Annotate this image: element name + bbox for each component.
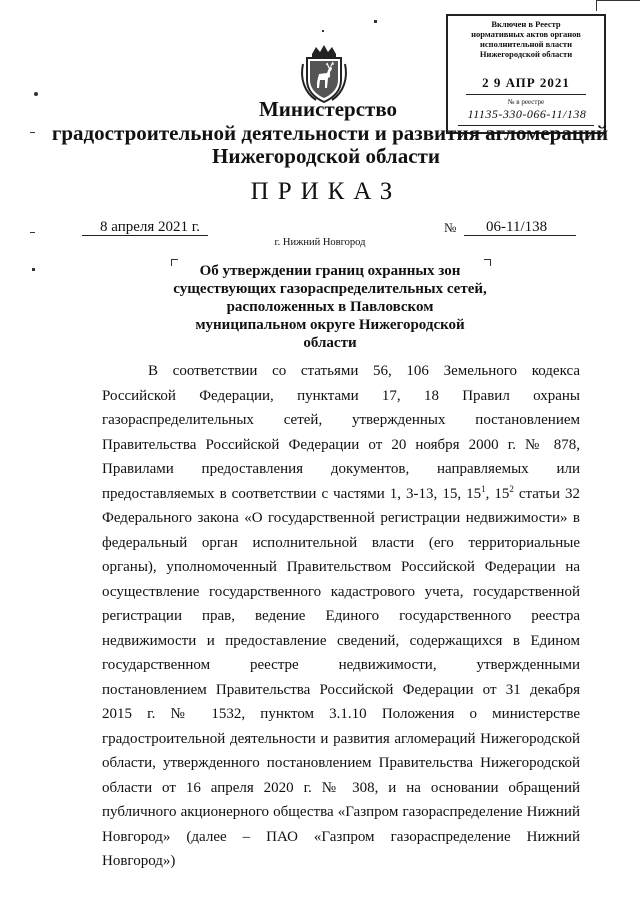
scan-mark xyxy=(32,268,35,271)
ministry-name-line: градостроительной деятельности и развития агломераций xyxy=(51,121,609,145)
superscript: 1 xyxy=(481,483,486,494)
order-number: 06-11/138 xyxy=(486,219,548,235)
stamp-line: нормативных актов органов xyxy=(471,29,581,39)
body-text-part: , 15 xyxy=(485,485,510,502)
stamp-date: 2 9 АПР 2021 xyxy=(482,75,570,90)
body-text-part: статьи 32 Федерального закона «О государственной регистрации недвижимости» в федеральный орган исполнительной власти (его территориальные органы), уполномоченный Правительством Российской Федерации на осуществление государственного кадастрового учета, государственной регистрации прав, ведение Единого государственного реестра недвижимости и предоставление сведений, содержащихся в Едином государственном реестре недвижимости, утвержденными постановлением Правительства Российской Федерации от 31 декабря 2015 г. № 1532, пунктом 3.1.10 Положения о министерстве градостроительной деятельности и развития агломераций Нижегородской области, утвержденного постановлением Правительства Нижегородской области от 16 апреля 2020 г. № 308, и на основании обращений публичного акционерного общества «Газпром газораспределение Нижний Новгород» (далее – ПАО «Газпром газораспределение Нижний Новгород») xyxy=(102,485,581,869)
order-number-label: № xyxy=(444,220,457,235)
body-paragraph xyxy=(102,359,580,874)
ministry-name-line: Министерство xyxy=(258,97,398,121)
stamp-line: Нижегородской области xyxy=(479,49,573,59)
scan-mark xyxy=(34,92,38,96)
stamp-registry-number: 11135-330-066-11/138 xyxy=(467,107,587,121)
ministry-name-line: Нижегородской области xyxy=(212,144,440,168)
city-label: г. Нижний Новгород xyxy=(274,237,366,248)
order-date: 8 апреля 2021 г. xyxy=(100,219,200,235)
title-line: расположенных в Павловском xyxy=(226,299,434,315)
scan-mark xyxy=(374,20,377,23)
coat-of-arms-icon xyxy=(298,44,350,104)
scan-mark xyxy=(322,30,324,32)
title-line: муниципальном округе Нижегородской xyxy=(195,317,465,333)
stamp-line: исполнительной власти xyxy=(480,39,572,49)
title-line: существующих газораспределительных сетей, xyxy=(173,281,487,297)
scan-mark xyxy=(30,132,35,133)
stamp-underline xyxy=(466,94,586,95)
body-text-part: В соответствии со статьями 56, 106 Земельного кодекса Российской Федерации, пунктами 17, 18 Правил охраны газораспределительных сетей, утвержденных постановлением Правительства Российской Федерации от 20 ноября 2000 г. № 878, Правилами предоставления документов, направляемых или предоставляемых в соответствии с частями 1, 3-13, 15, 15 xyxy=(102,363,580,502)
title-line: области xyxy=(303,335,357,351)
title-line: Об утверждении границ охранных зон xyxy=(199,263,461,279)
stamp-number-label: № в реестре xyxy=(507,98,545,106)
stamp-line: Включен в Реестр xyxy=(491,19,561,29)
order-subject-title xyxy=(170,262,490,352)
scan-mark xyxy=(30,232,35,233)
superscript: 2 xyxy=(509,483,514,494)
document-type-heading: ПРИКАЗ xyxy=(250,178,402,205)
scan-corner-mark xyxy=(596,0,640,11)
